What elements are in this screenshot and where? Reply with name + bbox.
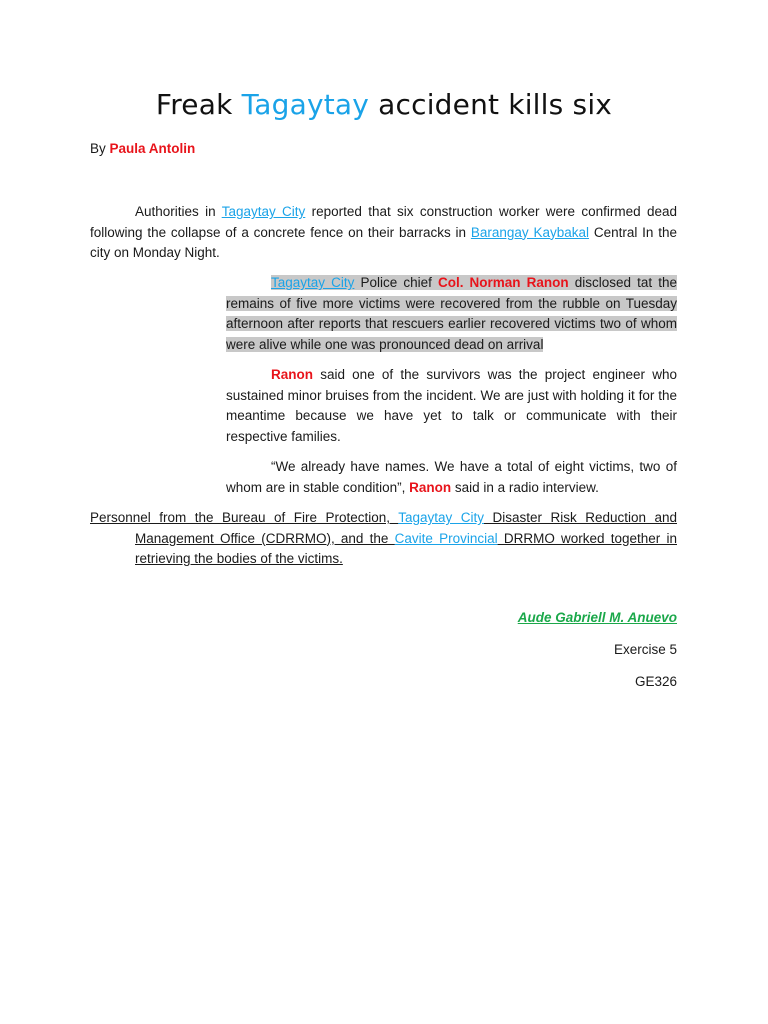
p2-highlighted-text bbox=[226, 275, 677, 352]
title-before: Freak bbox=[155, 88, 242, 121]
p1-link-tagaytay[interactable]: Tagaytay City bbox=[221, 204, 306, 219]
p2-text-2: disclosed tat the remains of five more victims were recovered from the rubble on Tuesday afternoon after reports that rescuers earlier recovered victims two of whom were alive while one was pronounced dead on arrival bbox=[226, 275, 677, 352]
p2-text-1: Police chief bbox=[354, 275, 438, 290]
paragraph-3 bbox=[226, 365, 677, 447]
byline bbox=[90, 141, 195, 156]
byline-prefix: By bbox=[90, 141, 110, 156]
p1-text-2: reported that six construction worker were confirmed dead following the collapse of a concrete fence on their barracks in bbox=[90, 204, 677, 240]
p4-text-1: “We already have names. We have a total of eight victims, two of whom are in stable condition”, bbox=[226, 459, 677, 495]
p4-name: Ranon bbox=[409, 479, 452, 495]
p4-text-2: said in a radio interview. bbox=[451, 479, 599, 495]
p5-link-tagaytay[interactable]: Tagaytay City bbox=[398, 510, 484, 525]
title-after: accident kills six bbox=[378, 88, 613, 121]
p3-name: Ranon bbox=[271, 367, 313, 382]
paragraph-1 bbox=[90, 202, 677, 264]
p1-text-3: Central In the city on Monday Night. bbox=[90, 224, 677, 260]
paragraph-4 bbox=[226, 457, 677, 498]
p1-text-1: Authorities in bbox=[135, 204, 222, 219]
p3-text-1: said one of the survivors was the project engineer who sustained minor bruises from the incident. We are just with holding it for the meantime because we have yet to talk or communicate with their respective families. bbox=[226, 367, 677, 444]
p2-link-tagaytay[interactable]: Tagaytay City bbox=[271, 275, 355, 290]
p5-text-2: Disaster Risk Reduction and Management Office (CDRRMO), and the bbox=[135, 510, 677, 546]
exercise-label: Exercise 5 bbox=[613, 642, 677, 657]
course-code: GE326 bbox=[634, 674, 677, 689]
p1-link-kaybakal[interactable]: Barangay Kaybakal bbox=[470, 224, 590, 240]
paragraph-5 bbox=[90, 508, 677, 570]
paragraph-2 bbox=[226, 273, 677, 355]
byline-author: Paula Antolin bbox=[109, 141, 196, 156]
article-title bbox=[0, 88, 768, 121]
p2-name: Col. Norman Ranon bbox=[437, 275, 569, 290]
title-highlight: Tagaytay bbox=[241, 88, 379, 121]
p5-text-1: Personnel from the Bureau of Fire Protection, bbox=[90, 510, 399, 525]
p5-text-3: DRRMO worked together in retrieving the bodies of the victims. bbox=[135, 530, 677, 566]
p5-link-cavite[interactable]: Cavite Provincial bbox=[394, 530, 498, 546]
signature: Aude Gabriell M. Anuevo bbox=[517, 610, 677, 625]
